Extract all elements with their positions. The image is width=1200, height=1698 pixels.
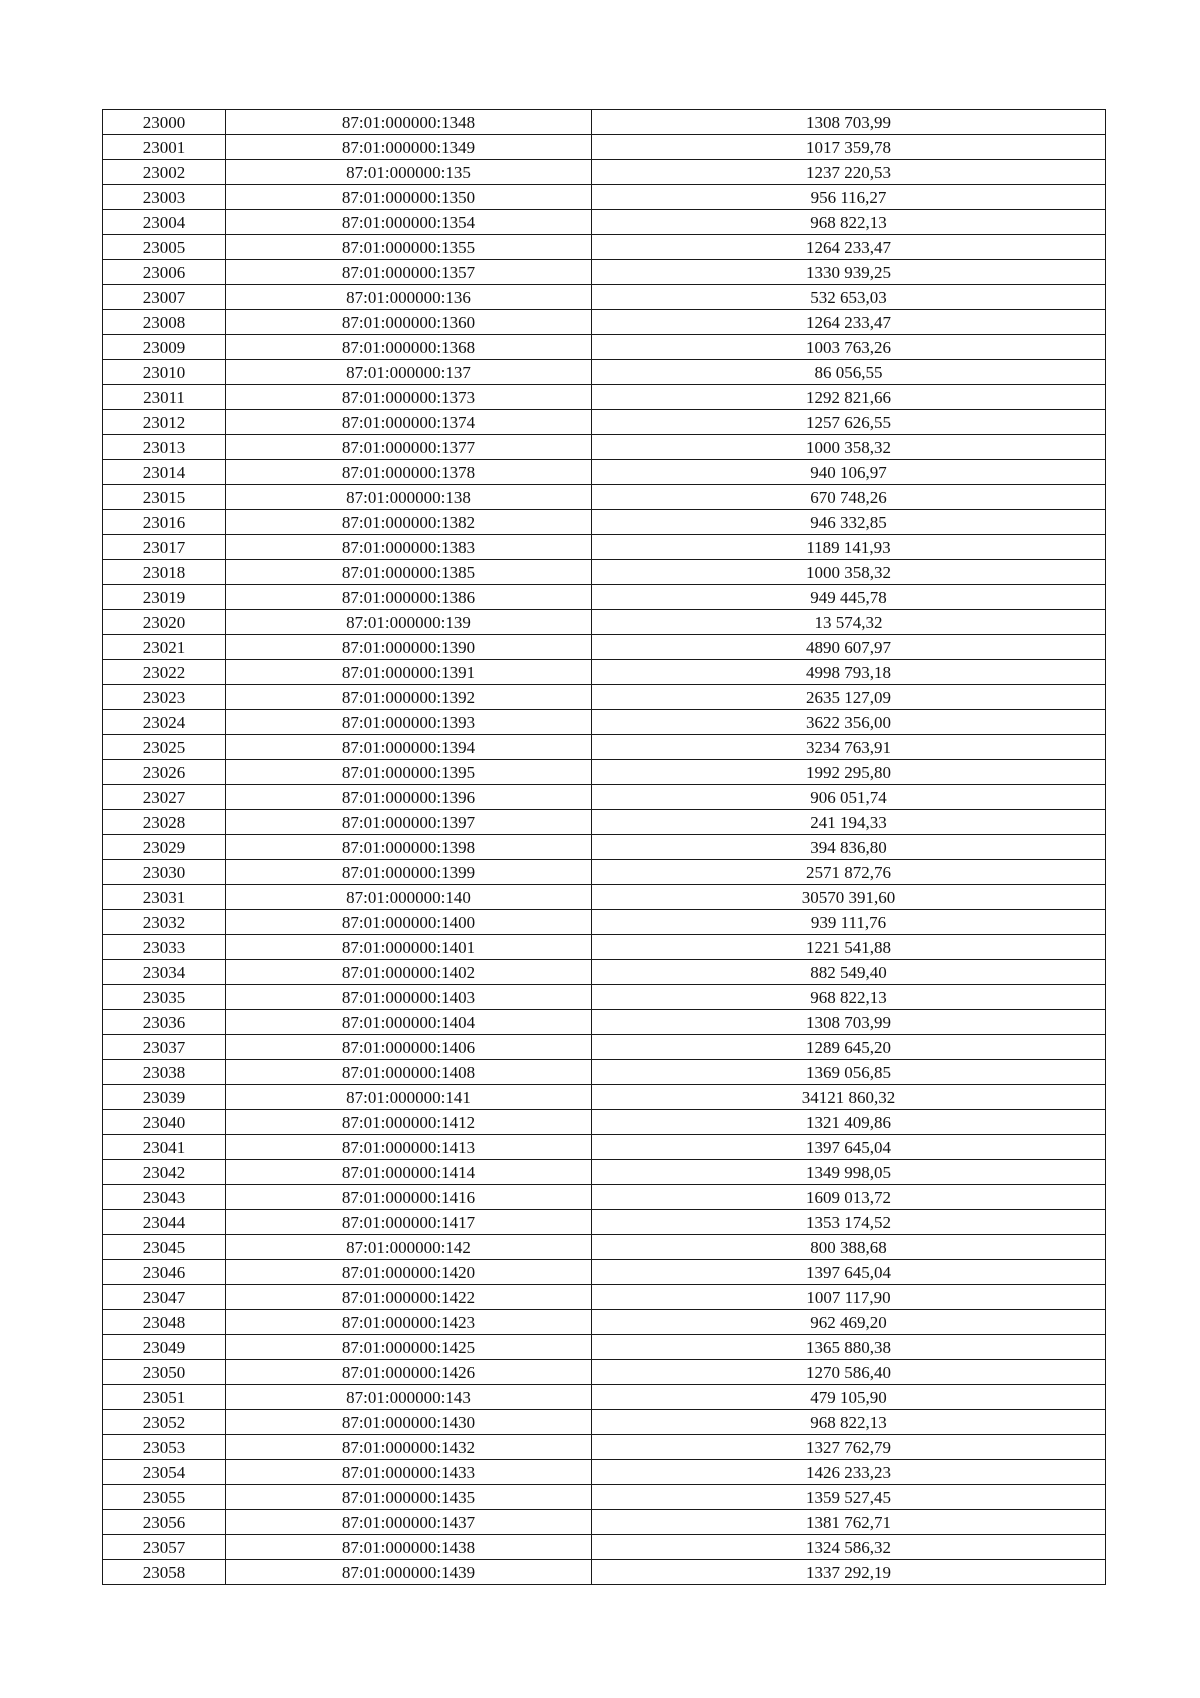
row-number-cell: 23025 [103, 735, 226, 760]
cadastral-number-cell: 87:01:000000:1373 [226, 385, 592, 410]
cadastral-number-cell: 87:01:000000:1400 [226, 910, 592, 935]
row-number-cell: 23024 [103, 710, 226, 735]
row-number-cell: 23050 [103, 1360, 226, 1385]
cadastral-value-cell: 1221 541,88 [592, 935, 1106, 960]
cadastral-value-cell: 4890 607,97 [592, 635, 1106, 660]
row-number-cell: 23043 [103, 1185, 226, 1210]
cadastral-value-cell: 1992 295,80 [592, 760, 1106, 785]
row-number-cell: 23058 [103, 1560, 226, 1585]
cadastral-number-cell: 87:01:000000:1414 [226, 1160, 592, 1185]
cadastral-number-cell: 87:01:000000:1378 [226, 460, 592, 485]
row-number-cell: 23051 [103, 1385, 226, 1410]
table-row [103, 185, 1106, 210]
cadastral-number-cell: 87:01:000000:1398 [226, 835, 592, 860]
table-row [103, 910, 1106, 935]
cadastral-value-cell: 1369 056,85 [592, 1060, 1106, 1085]
cadastral-value-cell: 968 822,13 [592, 985, 1106, 1010]
row-number-cell: 23045 [103, 1235, 226, 1260]
cadastral-number-cell: 87:01:000000:1383 [226, 535, 592, 560]
table-row [103, 485, 1106, 510]
cadastral-number-cell: 87:01:000000:1386 [226, 585, 592, 610]
cadastral-value-cell: 3234 763,91 [592, 735, 1106, 760]
cadastral-value-cell: 1000 358,32 [592, 560, 1106, 585]
row-number-cell: 23014 [103, 460, 226, 485]
table-row [103, 1485, 1106, 1510]
row-number-cell: 23001 [103, 135, 226, 160]
cadastral-number-cell: 87:01:000000:1402 [226, 960, 592, 985]
row-number-cell: 23054 [103, 1460, 226, 1485]
cadastral-number-cell: 87:01:000000:135 [226, 160, 592, 185]
cadastral-value-cell: 800 388,68 [592, 1235, 1106, 1260]
row-number-cell: 23031 [103, 885, 226, 910]
cadastral-number-cell: 87:01:000000:1355 [226, 235, 592, 260]
cadastral-number-cell: 87:01:000000:141 [226, 1085, 592, 1110]
row-number-cell: 23015 [103, 485, 226, 510]
table-row [103, 1285, 1106, 1310]
cadastral-number-cell: 87:01:000000:1396 [226, 785, 592, 810]
row-number-cell: 23030 [103, 860, 226, 885]
table-row [103, 535, 1106, 560]
row-number-cell: 23026 [103, 760, 226, 785]
cadastral-value-cell: 946 332,85 [592, 510, 1106, 535]
row-number-cell: 23055 [103, 1485, 226, 1510]
cadastral-value-cell: 13 574,32 [592, 610, 1106, 635]
row-number-cell: 23032 [103, 910, 226, 935]
cadastral-value-cell: 1292 821,66 [592, 385, 1106, 410]
cadastral-value-cell: 906 051,74 [592, 785, 1106, 810]
cadastral-number-cell: 87:01:000000:1349 [226, 135, 592, 160]
cadastral-number-cell: 87:01:000000:1348 [226, 110, 592, 135]
cadastral-number-cell: 87:01:000000:1390 [226, 635, 592, 660]
cadastral-number-cell: 87:01:000000:139 [226, 610, 592, 635]
row-number-cell: 23019 [103, 585, 226, 610]
cadastral-number-cell: 87:01:000000:1420 [226, 1260, 592, 1285]
row-number-cell: 23048 [103, 1310, 226, 1335]
cadastral-number-cell: 87:01:000000:1385 [226, 560, 592, 585]
cadastral-value-cell: 1000 358,32 [592, 435, 1106, 460]
row-number-cell: 23002 [103, 160, 226, 185]
cadastral-number-cell: 87:01:000000:1360 [226, 310, 592, 335]
row-number-cell: 23021 [103, 635, 226, 660]
cadastral-value-cell: 34121 860,32 [592, 1085, 1106, 1110]
table-row [103, 1535, 1106, 1560]
cadastral-value-table [102, 109, 1106, 1585]
cadastral-value-cell: 962 469,20 [592, 1310, 1106, 1335]
table-row [103, 610, 1106, 635]
cadastral-number-cell: 87:01:000000:1435 [226, 1485, 592, 1510]
cadastral-number-cell: 87:01:000000:1433 [226, 1460, 592, 1485]
row-number-cell: 23006 [103, 260, 226, 285]
cadastral-number-cell: 87:01:000000:140 [226, 885, 592, 910]
cadastral-value-cell: 956 116,27 [592, 185, 1106, 210]
row-number-cell: 23033 [103, 935, 226, 960]
table-row [103, 110, 1106, 135]
table-row [103, 1085, 1106, 1110]
cadastral-value-cell: 479 105,90 [592, 1385, 1106, 1410]
cadastral-number-cell: 87:01:000000:1393 [226, 710, 592, 735]
table-row [103, 1335, 1106, 1360]
table-row [103, 710, 1106, 735]
cadastral-value-cell: 882 549,40 [592, 960, 1106, 985]
cadastral-value-cell: 1353 174,52 [592, 1210, 1106, 1235]
cadastral-number-cell: 87:01:000000:1404 [226, 1010, 592, 1035]
cadastral-value-cell: 86 056,55 [592, 360, 1106, 385]
table-row [103, 685, 1106, 710]
cadastral-number-cell: 87:01:000000:1426 [226, 1360, 592, 1385]
cadastral-number-cell: 87:01:000000:1397 [226, 810, 592, 835]
table-row [103, 960, 1106, 985]
row-number-cell: 23034 [103, 960, 226, 985]
row-number-cell: 23004 [103, 210, 226, 235]
row-number-cell: 23056 [103, 1510, 226, 1535]
table-row [103, 1060, 1106, 1085]
table-row [103, 1385, 1106, 1410]
cadastral-value-cell: 968 822,13 [592, 1410, 1106, 1435]
cadastral-value-cell: 1308 703,99 [592, 1010, 1106, 1035]
row-number-cell: 23017 [103, 535, 226, 560]
row-number-cell: 23008 [103, 310, 226, 335]
row-number-cell: 23023 [103, 685, 226, 710]
table-row [103, 1410, 1106, 1435]
cadastral-value-cell: 949 445,78 [592, 585, 1106, 610]
table-row [103, 935, 1106, 960]
table-row [103, 160, 1106, 185]
table-row [103, 510, 1106, 535]
table-row [103, 985, 1106, 1010]
cadastral-value-cell: 1257 626,55 [592, 410, 1106, 435]
cadastral-value-cell: 3622 356,00 [592, 710, 1106, 735]
table-row [103, 885, 1106, 910]
cadastral-number-cell: 87:01:000000:1368 [226, 335, 592, 360]
cadastral-value-cell: 1327 762,79 [592, 1435, 1106, 1460]
cadastral-value-cell: 670 748,26 [592, 485, 1106, 510]
cadastral-value-cell: 241 194,33 [592, 810, 1106, 835]
table-row [103, 410, 1106, 435]
table-row [103, 560, 1106, 585]
table-row [103, 1460, 1106, 1485]
cadastral-number-cell: 87:01:000000:1425 [226, 1335, 592, 1360]
cadastral-number-cell: 87:01:000000:1399 [226, 860, 592, 885]
cadastral-number-cell: 87:01:000000:142 [226, 1235, 592, 1260]
cadastral-number-cell: 87:01:000000:1432 [226, 1435, 592, 1460]
table-row [103, 360, 1106, 385]
cadastral-number-cell: 87:01:000000:1416 [226, 1185, 592, 1210]
cadastral-number-cell: 87:01:000000:138 [226, 485, 592, 510]
cadastral-value-cell: 1003 763,26 [592, 335, 1106, 360]
row-number-cell: 23052 [103, 1410, 226, 1435]
table-row [103, 585, 1106, 610]
row-number-cell: 23028 [103, 810, 226, 835]
cadastral-number-cell: 87:01:000000:1354 [226, 210, 592, 235]
cadastral-value-cell: 939 111,76 [592, 910, 1106, 935]
cadastral-value-cell: 1381 762,71 [592, 1510, 1106, 1535]
table-row [103, 1185, 1106, 1210]
cadastral-value-cell: 2571 872,76 [592, 860, 1106, 885]
row-number-cell: 23046 [103, 1260, 226, 1285]
cadastral-value-cell: 1365 880,38 [592, 1335, 1106, 1360]
table-row [103, 1010, 1106, 1035]
cadastral-number-cell: 87:01:000000:143 [226, 1385, 592, 1410]
row-number-cell: 23038 [103, 1060, 226, 1085]
cadastral-value-cell: 1189 141,93 [592, 535, 1106, 560]
cadastral-value-cell: 1321 409,86 [592, 1110, 1106, 1135]
table-row [103, 1560, 1106, 1585]
table-row [103, 785, 1106, 810]
cadastral-value-cell: 4998 793,18 [592, 660, 1106, 685]
row-number-cell: 23018 [103, 560, 226, 585]
cadastral-number-cell: 87:01:000000:137 [226, 360, 592, 385]
table-row [103, 1160, 1106, 1185]
cadastral-number-cell: 87:01:000000:1391 [226, 660, 592, 685]
cadastral-number-cell: 87:01:000000:1413 [226, 1135, 592, 1160]
cadastral-value-cell: 2635 127,09 [592, 685, 1106, 710]
row-number-cell: 23036 [103, 1010, 226, 1035]
cadastral-value-cell: 968 822,13 [592, 210, 1106, 235]
table-row [103, 285, 1106, 310]
cadastral-value-cell: 1337 292,19 [592, 1560, 1106, 1585]
table-row [103, 1360, 1106, 1385]
table-row [103, 385, 1106, 410]
cadastral-number-cell: 87:01:000000:1382 [226, 510, 592, 535]
cadastral-value-cell: 1270 586,40 [592, 1360, 1106, 1385]
cadastral-value-cell: 1308 703,99 [592, 110, 1106, 135]
cadastral-value-cell: 1426 233,23 [592, 1460, 1106, 1485]
row-number-cell: 23037 [103, 1035, 226, 1060]
cadastral-number-cell: 87:01:000000:1395 [226, 760, 592, 785]
cadastral-number-cell: 87:01:000000:1430 [226, 1410, 592, 1435]
row-number-cell: 23044 [103, 1210, 226, 1235]
cadastral-number-cell: 87:01:000000:1408 [226, 1060, 592, 1085]
row-number-cell: 23007 [103, 285, 226, 310]
row-number-cell: 23053 [103, 1435, 226, 1460]
table-row [103, 660, 1106, 685]
cadastral-value-cell: 30570 391,60 [592, 885, 1106, 910]
cadastral-value-cell: 1359 527,45 [592, 1485, 1106, 1510]
row-number-cell: 23009 [103, 335, 226, 360]
cadastral-number-cell: 87:01:000000:1350 [226, 185, 592, 210]
table-row [103, 835, 1106, 860]
row-number-cell: 23022 [103, 660, 226, 685]
table-row [103, 1435, 1106, 1460]
table-row [103, 1310, 1106, 1335]
row-number-cell: 23020 [103, 610, 226, 635]
table-row [103, 260, 1106, 285]
row-number-cell: 23012 [103, 410, 226, 435]
cadastral-number-cell: 87:01:000000:1377 [226, 435, 592, 460]
row-number-cell: 23016 [103, 510, 226, 535]
table-row [103, 1235, 1106, 1260]
cadastral-number-cell: 87:01:000000:1401 [226, 935, 592, 960]
cadastral-value-cell: 1397 645,04 [592, 1260, 1106, 1285]
row-number-cell: 23057 [103, 1535, 226, 1560]
cadastral-value-cell: 1007 117,90 [592, 1285, 1106, 1310]
row-number-cell: 23010 [103, 360, 226, 385]
cadastral-value-cell: 1264 233,47 [592, 235, 1106, 260]
table-row [103, 735, 1106, 760]
cadastral-value-cell: 394 836,80 [592, 835, 1106, 860]
row-number-cell: 23041 [103, 1135, 226, 1160]
cadastral-value-cell: 940 106,97 [592, 460, 1106, 485]
table-row [103, 1110, 1106, 1135]
table-body [103, 110, 1106, 1585]
row-number-cell: 23029 [103, 835, 226, 860]
table-row [103, 1210, 1106, 1235]
row-number-cell: 23035 [103, 985, 226, 1010]
cadastral-number-cell: 87:01:000000:1437 [226, 1510, 592, 1535]
table-row [103, 335, 1106, 360]
cadastral-value-cell: 1264 233,47 [592, 310, 1106, 335]
table-row [103, 235, 1106, 260]
cadastral-number-cell: 87:01:000000:1412 [226, 1110, 592, 1135]
row-number-cell: 23040 [103, 1110, 226, 1135]
table-row [103, 460, 1106, 485]
row-number-cell: 23011 [103, 385, 226, 410]
row-number-cell: 23013 [103, 435, 226, 460]
cadastral-value-cell: 1289 645,20 [592, 1035, 1106, 1060]
table-row [103, 1135, 1106, 1160]
cadastral-number-cell: 87:01:000000:1374 [226, 410, 592, 435]
cadastral-number-cell: 87:01:000000:1394 [226, 735, 592, 760]
cadastral-number-cell: 87:01:000000:136 [226, 285, 592, 310]
table-row [103, 435, 1106, 460]
cadastral-number-cell: 87:01:000000:1392 [226, 685, 592, 710]
table-row [103, 860, 1106, 885]
table-row [103, 135, 1106, 160]
table-row [103, 760, 1106, 785]
table-row [103, 1035, 1106, 1060]
row-number-cell: 23027 [103, 785, 226, 810]
cadastral-number-cell: 87:01:000000:1403 [226, 985, 592, 1010]
row-number-cell: 23000 [103, 110, 226, 135]
cadastral-value-cell: 532 653,03 [592, 285, 1106, 310]
table-row [103, 810, 1106, 835]
cadastral-number-cell: 87:01:000000:1406 [226, 1035, 592, 1060]
table-row [103, 1510, 1106, 1535]
table-row [103, 635, 1106, 660]
row-number-cell: 23039 [103, 1085, 226, 1110]
table-row [103, 310, 1106, 335]
cadastral-value-cell: 1017 359,78 [592, 135, 1106, 160]
cadastral-value-cell: 1237 220,53 [592, 160, 1106, 185]
cadastral-number-cell: 87:01:000000:1439 [226, 1560, 592, 1585]
cadastral-number-cell: 87:01:000000:1422 [226, 1285, 592, 1310]
row-number-cell: 23049 [103, 1335, 226, 1360]
row-number-cell: 23047 [103, 1285, 226, 1310]
cadastral-number-cell: 87:01:000000:1423 [226, 1310, 592, 1335]
row-number-cell: 23005 [103, 235, 226, 260]
table-row [103, 1260, 1106, 1285]
row-number-cell: 23003 [103, 185, 226, 210]
cadastral-number-cell: 87:01:000000:1438 [226, 1535, 592, 1560]
table-row [103, 210, 1106, 235]
cadastral-value-cell: 1609 013,72 [592, 1185, 1106, 1210]
cadastral-value-cell: 1349 998,05 [592, 1160, 1106, 1185]
cadastral-value-cell: 1324 586,32 [592, 1535, 1106, 1560]
cadastral-number-cell: 87:01:000000:1417 [226, 1210, 592, 1235]
cadastral-number-cell: 87:01:000000:1357 [226, 260, 592, 285]
row-number-cell: 23042 [103, 1160, 226, 1185]
cadastral-value-cell: 1330 939,25 [592, 260, 1106, 285]
cadastral-value-cell: 1397 645,04 [592, 1135, 1106, 1160]
